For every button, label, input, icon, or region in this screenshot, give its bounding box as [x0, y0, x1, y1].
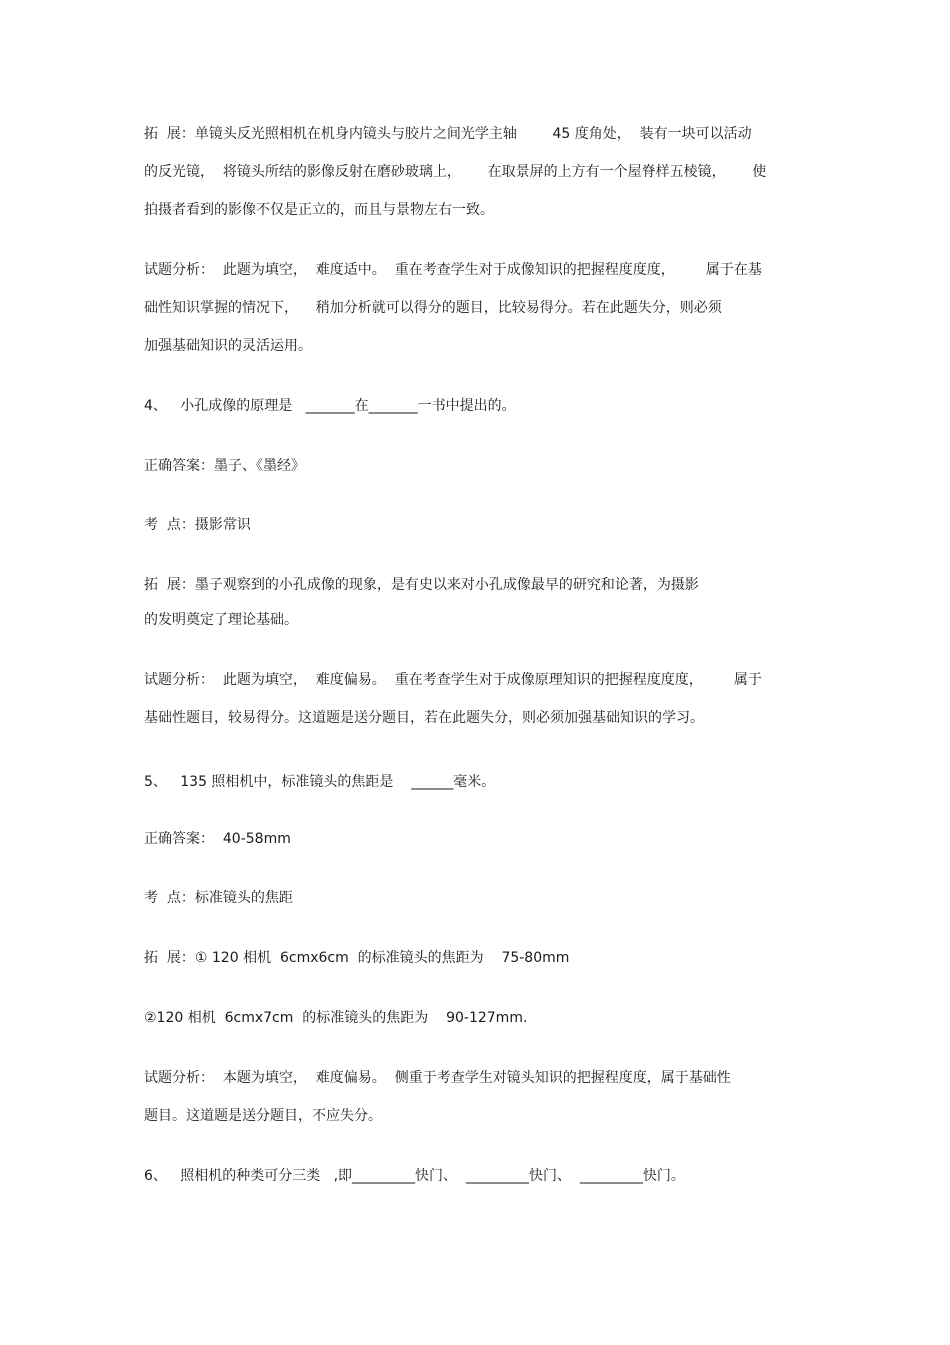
text-line: 础性知识掌握的情况下， 稍加分析就可以得分的题目，比较易得分。若在此题失分，则必须	[144, 300, 722, 316]
text-line: 拓 展：单镜头反光照相机在机身内镜头与胶片之间光学主轴 45 度角处， 装有一块可以活动	[144, 126, 752, 142]
text-line: ②120 相机 6cmx7cm 的标准镜头的焦距为 90-127mm.	[144, 1010, 528, 1026]
text-line: 试题分析： 此题为填空， 难度适中。 重在考查学生对于成像知识的把握程度度度， 属于在基	[144, 262, 762, 278]
text-line: 加强基础知识的灵活运用。	[144, 338, 312, 354]
text-line: 试题分析： 此题为填空， 难度偏易。 重在考查学生对于成像原理知识的把握程度度度， 属于	[144, 672, 762, 688]
key-point-4: 考 点：摄影常识	[144, 517, 251, 533]
key-point-5: 考 点：标准镜头的焦距	[144, 890, 293, 906]
text-line: 的反光镜， 将镜头所结的影像反射在磨砂玻璃上， 在取景屏的上方有一个屋脊样五棱镜， 使	[144, 164, 767, 180]
text-line: 试题分析： 本题为填空， 难度偏易。 侧重于考查学生对镜头知识的把握程度度，属于基础性	[144, 1070, 731, 1086]
answer-5: 正确答案： 40-58mm	[144, 831, 291, 847]
text-line: 的发明奠定了理论基础。	[144, 612, 298, 628]
question-6: 6、 照相机的种类可分三类 ,即_________快门、 _________快门、 _________快门。	[144, 1168, 685, 1184]
text-line: 拍摄者看到的影像不仅是正立的，而且与景物左右一致。	[144, 202, 494, 218]
text-line: 拓 展：① 120 相机 6cmx6cm 的标准镜头的焦距为 75-80mm	[144, 950, 570, 966]
answer-4: 正确答案：墨子、《墨经》	[144, 458, 305, 474]
question-4: 4、 小孔成像的原理是 _______在_______一书中提出的。	[144, 398, 516, 414]
text-line: 拓 展：墨子观察到的小孔成像的现象，是有史以来对小孔成像最早的研究和论著，为摄影	[144, 577, 699, 593]
text-line: 基础性题目，较易得分。这道题是送分题目，若在此题失分，则必须加强基础知识的学习。	[144, 710, 704, 726]
question-5: 5、 135 照相机中，标准镜头的焦距是 ______毫米。	[144, 774, 496, 790]
text-line: 题目。这道题是送分题目，不应失分。	[144, 1108, 382, 1124]
